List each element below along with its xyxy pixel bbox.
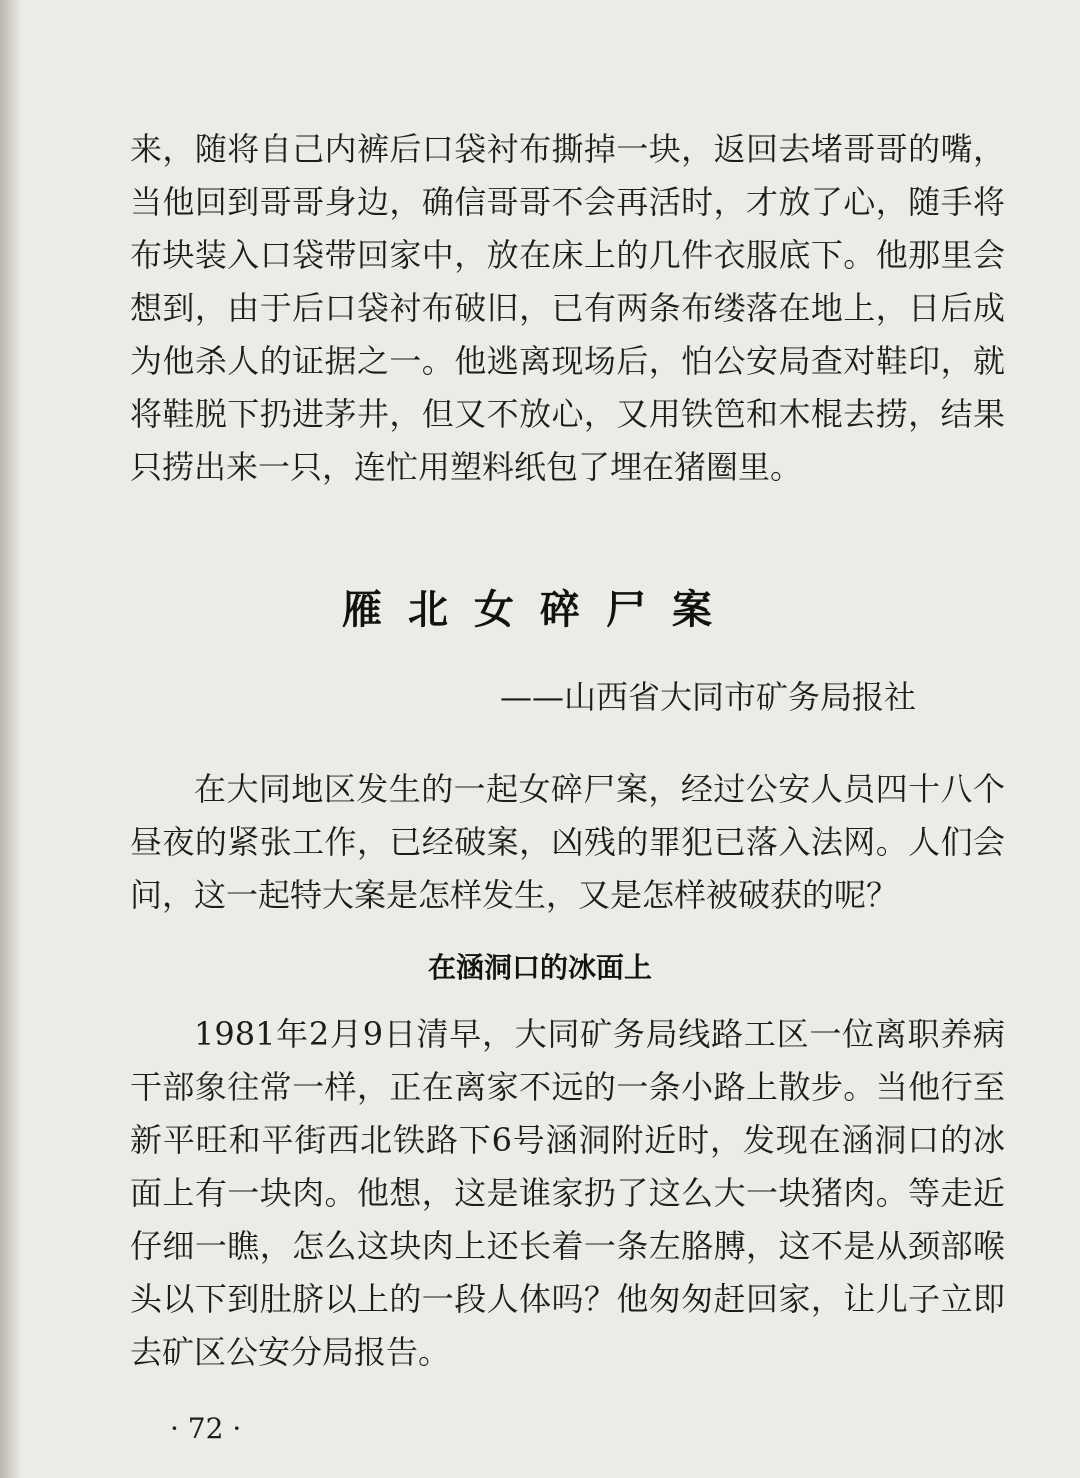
article-title: 雁北女碎尸案	[342, 587, 738, 633]
section-paragraph-block	[130, 1008, 1005, 1379]
opening-paragraph: 来，随将自己内裤后口袋衬布撕掉一块，返回去堵哥哥的嘴，当他回到哥哥身边，确信哥哥不会再活时，才放了心，随手将布块装入口袋带回家中，放在床上的几件衣服底下。他那里会想到，由于后口袋衬布破旧，已有两条布缕落在地上，日后成为他杀人的证据之一。他逃离现场后，怕公安局查对鞋印，就将鞋脱下扔进茅井，但又不放心，又用铁笆和木棍去捞，结果只捞出来一只，连忙用塑料纸包了埋在猪圈里。	[130, 130, 1005, 486]
section-heading: 在涵洞口的冰面上	[427, 951, 652, 984]
intro-paragraph-block	[130, 763, 1005, 922]
section-paragraph: 1981年2月9日清早，大同矿务局线路工区一位离职养病干部象往常一样，正在离家不远的一条小路上散步。当他行至新平旺和平街西北铁路下6号涵洞附近时，发现在涵洞口的冰面上有一块肉。他想，这是谁家扔了这么大一块猪肉。等走近仔细一瞧，怎么这块肉上还长着一条左胳膊，这不是从颈部喉头以下到肚脐以上的一段人体吗？他匆匆赶回家，让儿子立即去矿区公安分局报告。	[130, 1015, 1005, 1371]
opening-paragraph-block	[130, 123, 1005, 494]
intro-paragraph: 在大同地区发生的一起女碎尸案，经过公安人员四十八个昼夜的紧张工作，已经破案，凶残的罪犯已落入法网。人们会问，这一起特大案是怎样发生，又是怎样被破获的呢？	[130, 770, 1005, 914]
page-number: · 72 ·	[170, 1412, 242, 1445]
page-gutter-shadow	[0, 0, 22, 1478]
article-byline: ——山西省大同市矿务局报社	[500, 678, 917, 716]
